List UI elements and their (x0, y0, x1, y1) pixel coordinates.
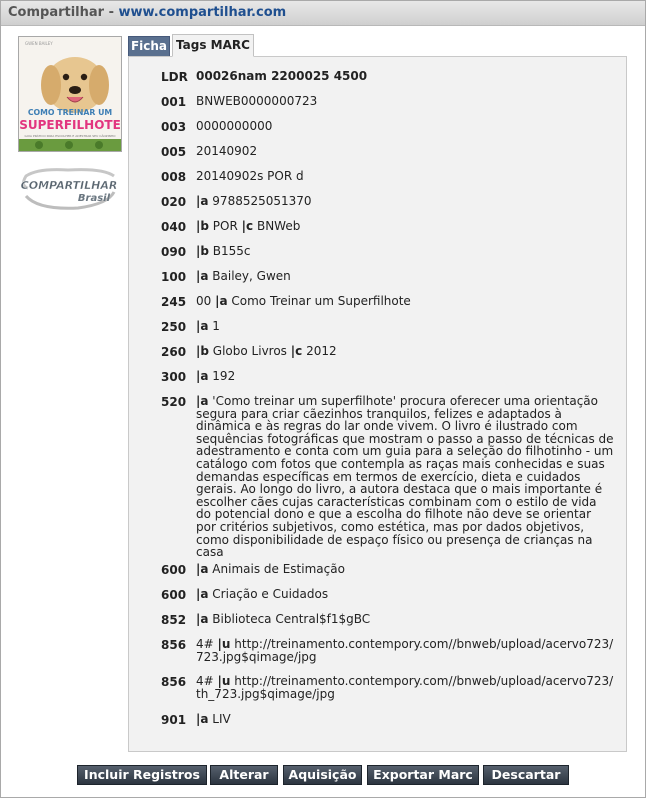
marc-value: |a 1 (196, 319, 220, 333)
marc-tag: 008 (161, 170, 187, 184)
marc-value: 20140902 (196, 144, 258, 158)
acquisition-button[interactable]: Aquisição (283, 765, 362, 785)
cover-title-line2: SUPERFILHOTE (19, 118, 121, 132)
marc-tag: 856 (161, 638, 187, 652)
marc-tag: 856 (161, 675, 187, 689)
marc-summary-value: |a 'Como treinar um superfilhote' procura oferecer uma orientação segura para criar cãezinhos tranquilos, felizes e adaptados à dinâmica e às regras do lar onde vivem. O livro é ilustrado com sequências fotográficas que mostram o passo a passo de técnicas de adestramento e conta com um guia para a seleção do filhotinho - um catálogo com fotos que contempla as raças mais conhecidas e suas demandas específicas em termos de exercício, dieta e cuidados gerais. Ao longo do livro, a autora destaca que o mais importante é escolher cães cujas características combinam com o estilo de vida do potencial dono e que a escolha do filhote não deve se orientar por critérios subjetivos, como estética, mas por dados objetivos, como disponibilidade de espaço físico ou presença de crianças na casa (196, 394, 614, 560)
title-separator: - (104, 5, 119, 20)
cover-subtitle: GUIA PRÁTICO PARA ESCOLHER E ADESTRAR SEU CÃOZINHO (24, 134, 116, 138)
compartilhar-logo (18, 166, 120, 214)
marc-value: |a Animais de Estimação (196, 562, 345, 576)
cover-title-line1: COMO TREINAR UM (27, 108, 113, 117)
marc-tag: 001 (161, 95, 187, 109)
logo-art (18, 166, 120, 214)
marc-tag: 245 (161, 295, 187, 309)
marc-tag: 300 (161, 370, 187, 384)
cover-author: GWEN BAILEY (25, 41, 53, 46)
marc-value: 4# |u http://treinamento.contempory.com//bnweb/upload/acervo723/th_723.jpg$qimage/jpg (196, 674, 614, 701)
marc-tags-panel (128, 56, 627, 752)
logo-text-line1: COMPARTILHAR (20, 179, 118, 192)
marc-value: |a Biblioteca Central$f1$gBC (196, 612, 371, 626)
marc-value: BNWEB0000000723 (196, 94, 318, 108)
book-cover-image[interactable] (18, 36, 122, 152)
include-records-button[interactable]: Incluir Registros (77, 765, 207, 785)
marc-value: |a Bailey, Gwen (196, 269, 291, 283)
marc-value: 4# |u http://treinamento.contempory.com//bnweb/upload/acervo723/723.jpg$qimage/jpg (196, 637, 614, 664)
marc-value: |a 9788525051370 (196, 194, 312, 208)
marc-value: 0000000000 (196, 119, 273, 133)
site-url-link[interactable]: www.compartilhar.com (118, 5, 287, 20)
window-title: Compartilhar (8, 5, 105, 20)
marc-tag: 100 (161, 270, 187, 284)
marc-tag: 520 (161, 395, 187, 409)
marc-value: 00 |a Como Treinar um Superfilhote (196, 294, 411, 308)
tab-tags-marc[interactable]: Tags MARC (172, 34, 254, 57)
book-cover-art (19, 37, 121, 151)
discard-button[interactable]: Descartar (483, 765, 569, 785)
marc-value: |b B155c (196, 244, 251, 258)
marc-value: |b Globo Livros |c 2012 (196, 344, 337, 358)
marc-tag: 260 (161, 345, 187, 359)
marc-value: |b POR |c BNWeb (196, 219, 301, 233)
marc-tag: 600 (161, 588, 187, 602)
marc-tag: 600 (161, 563, 187, 577)
marc-value: 20140902s POR d (196, 169, 304, 183)
action-bar (0, 765, 646, 785)
marc-tag: 003 (161, 120, 187, 134)
marc-tag: 040 (161, 220, 187, 234)
marc-tag: LDR (161, 70, 188, 84)
marc-value: 00026nam 2200025 4500 (196, 69, 368, 83)
marc-tag: 901 (161, 713, 187, 727)
export-marc-button[interactable]: Exportar Marc (367, 765, 479, 785)
edit-button[interactable]: Alterar (210, 765, 278, 785)
marc-tag: 005 (161, 145, 187, 159)
marc-value: |a 192 (196, 369, 236, 383)
tab-ficha[interactable]: Ficha (128, 36, 170, 56)
title-bar (1, 1, 645, 26)
marc-tag: 090 (161, 245, 187, 259)
marc-value: |a LIV (196, 712, 231, 726)
logo-text-line2: Brasil (77, 193, 110, 204)
marc-tag: 020 (161, 195, 187, 209)
marc-tag: 852 (161, 613, 187, 627)
marc-tag: 250 (161, 320, 187, 334)
marc-value: |a Criação e Cuidados (196, 587, 329, 601)
